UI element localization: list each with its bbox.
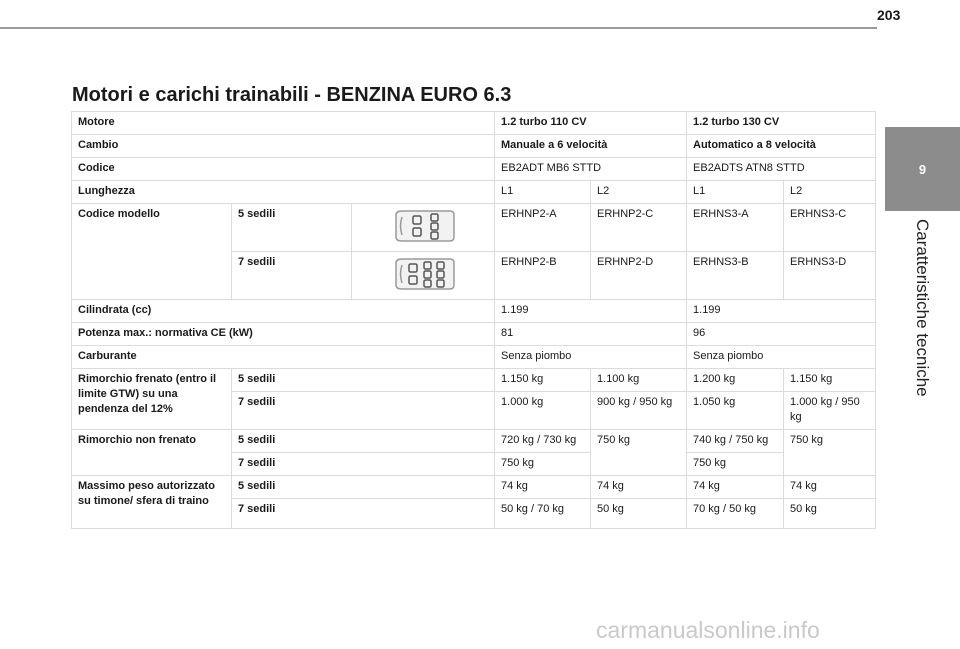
cell: ERHNP2-A (495, 204, 591, 252)
cell: 1.050 kg (687, 392, 784, 430)
seat-label: 7 sedili (232, 499, 495, 529)
seat-label: 5 sedili (232, 204, 352, 252)
cell: 1.199 (687, 300, 876, 323)
cell: EB2ADTS ATN8 STTD (687, 158, 876, 181)
cell: 96 (687, 323, 876, 346)
cell: ERHNP2-C (591, 204, 687, 252)
cell: Senza piombo (687, 346, 876, 369)
cell: 74 kg (495, 476, 591, 499)
table-row (72, 204, 876, 252)
row-label: Cambio (72, 135, 495, 158)
cell: 1.150 kg (495, 369, 591, 392)
cell: 50 kg (784, 499, 876, 529)
row-label: Potenza max.: normativa CE (kW) (72, 323, 495, 346)
row-label: Carburante (72, 346, 495, 369)
cell: 1.200 kg (687, 369, 784, 392)
seat-label: 5 sedili (232, 430, 495, 453)
chapter-number: 9 (918, 161, 927, 177)
cell: Senza piombo (495, 346, 687, 369)
cell: EB2ADT MB6 STTD (495, 158, 687, 181)
cell: 74 kg (687, 476, 784, 499)
seat-label: 7 sedili (232, 252, 352, 300)
cell: ERHNS3-A (687, 204, 784, 252)
cell: 1.150 kg (784, 369, 876, 392)
cell: 50 kg (591, 499, 687, 529)
cell: 1.2 turbo 110 CV (495, 112, 687, 135)
cell: 70 kg / 50 kg (687, 499, 784, 529)
seat-label: 7 sedili (232, 453, 495, 476)
cell: L1 (495, 181, 591, 204)
cell: 750 kg (495, 453, 591, 476)
cell: 1.199 (495, 300, 687, 323)
row-label: Codice modello (72, 204, 232, 300)
cell: 750 kg (687, 453, 784, 476)
cell: L2 (784, 181, 876, 204)
cell: ERHNP2-B (495, 252, 591, 300)
cell: ERHNS3-D (784, 252, 876, 300)
cell: Manuale a 6 velocità (495, 135, 687, 158)
table-row (72, 112, 876, 135)
table-row (72, 369, 876, 392)
row-label: Rimorchio non frenato (72, 430, 232, 476)
cell: ERHNS3-C (784, 204, 876, 252)
header-rule (0, 27, 877, 29)
table-row (72, 135, 876, 158)
seat-label: 5 sedili (232, 476, 495, 499)
table-row (72, 346, 876, 369)
cell: 74 kg (784, 476, 876, 499)
cell: 1.2 turbo 130 CV (687, 112, 876, 135)
cell: 1.100 kg (591, 369, 687, 392)
cell: 750 kg (591, 430, 687, 476)
cell: L1 (687, 181, 784, 204)
cell: 750 kg (784, 430, 876, 476)
table-row (72, 476, 876, 499)
table-row (72, 300, 876, 323)
cell: 740 kg / 750 kg (687, 430, 784, 453)
cell: L2 (591, 181, 687, 204)
cell: 1.000 kg / 950 kg (784, 392, 876, 430)
cell: ERHNP2-D (591, 252, 687, 300)
row-label: Rimorchio frenato (entro il limite GTW) su una pendenza del 12% (72, 369, 232, 430)
row-label: Motore (72, 112, 495, 135)
page-number: 203 (877, 7, 901, 23)
table-row (72, 158, 876, 181)
table-row (72, 181, 876, 204)
watermark: carmanualsonline.info (596, 617, 820, 643)
cell: 50 kg / 70 kg (495, 499, 591, 529)
cell: 81 (495, 323, 687, 346)
row-label: Cilindrata (cc) (72, 300, 495, 323)
seat-layout-5-icon (352, 204, 495, 252)
cell: ERHNS3-B (687, 252, 784, 300)
chapter-tab[interactable] (885, 127, 960, 211)
cell: 1.000 kg (495, 392, 591, 430)
cell: 720 kg / 730 kg (495, 430, 591, 453)
cell: 74 kg (591, 476, 687, 499)
seat-label: 5 sedili (232, 369, 495, 392)
cell: Automatico a 8 velocità (687, 135, 876, 158)
seat-label: 7 sedili (232, 392, 495, 430)
table-row (72, 430, 876, 453)
row-label: Codice (72, 158, 495, 181)
row-label: Massimo peso autorizzato su timone/ sfera di traino (72, 476, 232, 529)
seat-layout-7-icon (352, 252, 495, 300)
page-title: Motori e carichi trainabili - BENZINA EURO 6.3 (72, 84, 512, 106)
cell: 900 kg / 950 kg (591, 392, 687, 430)
specs-table (71, 111, 876, 529)
row-label: Lunghezza (72, 181, 495, 204)
table-row (72, 323, 876, 346)
